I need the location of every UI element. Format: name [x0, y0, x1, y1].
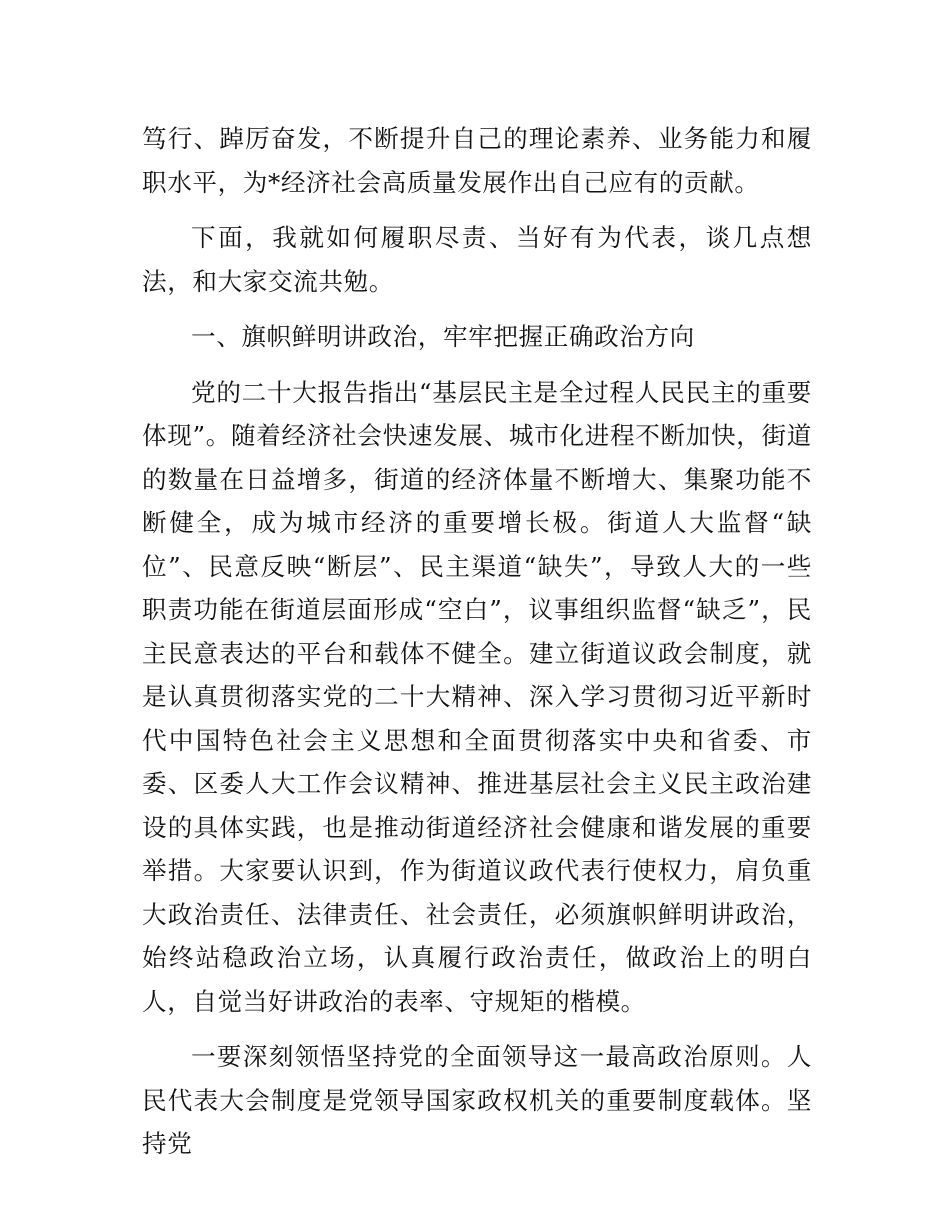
- paragraph-intro: 下面，我就如何履职尽责、当好有为代表，谈几点想法，和大家交流共勉。: [142, 223, 812, 296]
- section-heading: 一、旗帜鲜明讲政治，牢牢把握正确政治方向: [191, 322, 695, 351]
- paragraph-point-one: 一要深刻领悟坚持党的全面领导这一最高政治原则。人民代表大会制度是党领导国家政权机关的重要制度载体。坚持党: [142, 1042, 812, 1158]
- document-body: [142, 117, 812, 1166]
- paragraph-body: 党的二十大报告指出“基层民主是全过程人民民主的重要体现”。随着经济社会快速发展、城市化进程不断加快，街道的数量在日益增多，街道的经济体量不断增大、集聚功能不断健全，成为城市经济的重要增长极。街道人大监督“缺位”、民意反映“断层”、民主渠道“缺失”，导致人大的一些职责功能在街道层面形成“空白”，议事组织监督“缺乏”，民主民意表达的平台和载体不健全。建立街道议政会制度，就是认真贯彻落实党的二十大精神、深入学习贯彻习近平新时代中国特色社会主义思想和全面贯彻落实中央和省委、市委、区委人大工作会议精神、推进基层社会主义民主政治建设的具体实践，也是推动街道经济社会健康和谐发展的重要举措。大家要认识到，作为街道议政代表行使权力，肩负重大政治责任、法律责任、社会责任，必须旗帜鲜明讲政治，始终站稳政治立场，认真履行政治责任，做政治上的明白人，自觉当好讲政治的表率、守规矩的楷模。: [142, 377, 812, 1016]
- paragraph-continuation: 笃行、踔厉奋发，不断提升自己的理论素养、业务能力和履职水平，为*经济社会高质量发展作出自己应有的贡献。: [142, 124, 812, 197]
